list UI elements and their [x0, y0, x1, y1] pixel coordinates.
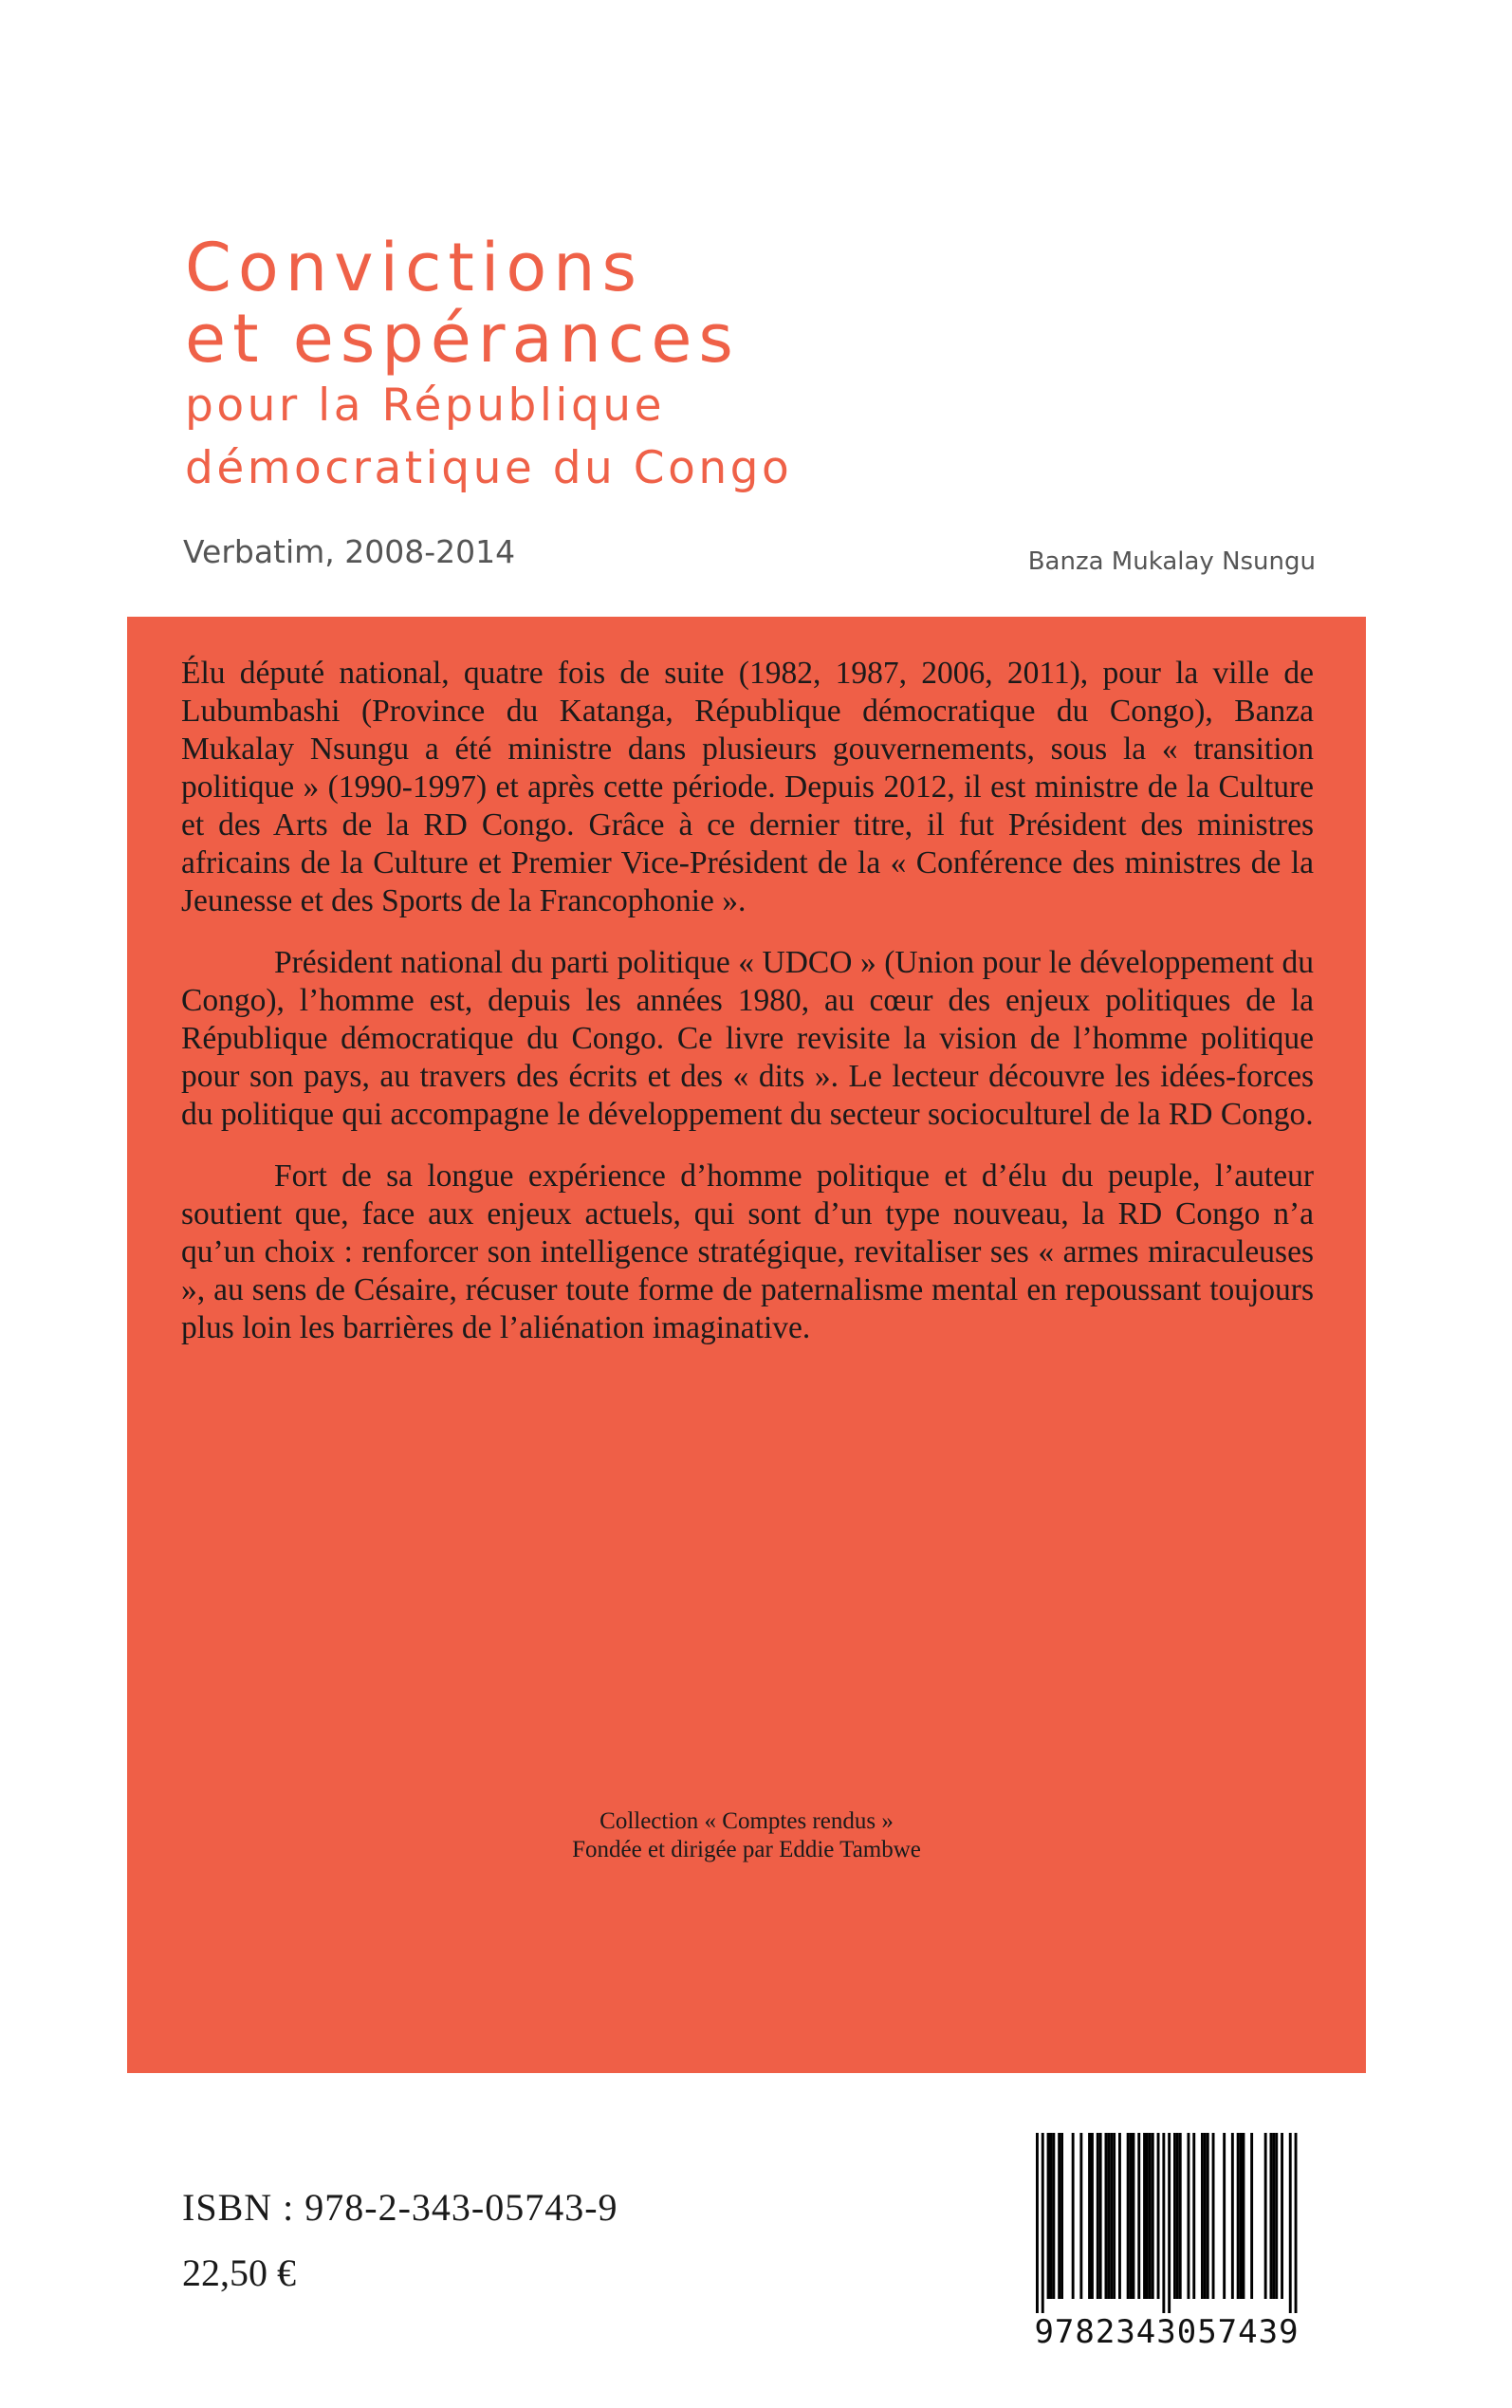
barcode-bar — [1295, 2133, 1298, 2313]
barcode-bar — [1223, 2133, 1226, 2299]
barcode-bar — [1275, 2133, 1278, 2299]
barcode-bar — [1188, 2133, 1190, 2299]
barcode-bar — [1099, 2133, 1102, 2299]
title-line-1: Convictions — [185, 229, 643, 306]
title-line-3: pour la République — [185, 380, 666, 432]
collection-name: Collection « Comptes rendus » — [599, 1808, 894, 1834]
author-name: Banza Mukalay Nsungu — [1027, 547, 1316, 576]
barcode-bar — [1110, 2133, 1113, 2299]
barcode-bar — [1250, 2133, 1253, 2299]
subtitle: Verbatim, 2008-2014 — [183, 533, 516, 570]
summary-panel — [127, 617, 1366, 2073]
barcode-bar — [1113, 2133, 1116, 2299]
barcode-bar — [1137, 2133, 1140, 2299]
barcode-bar — [1168, 2133, 1171, 2313]
barcode-number: 9782343057439 — [1034, 2313, 1300, 2351]
barcode-bar — [1052, 2133, 1055, 2299]
barcode-bar — [1212, 2133, 1215, 2299]
barcode — [1017, 2131, 1317, 2359]
barcode-bar — [1133, 2133, 1135, 2299]
collection-editor: Fondée et dirigée par Eddie Tambwe — [572, 1837, 921, 1862]
barcode-bar — [1162, 2133, 1165, 2313]
barcode-bar — [1130, 2133, 1133, 2299]
barcode-bar — [1105, 2133, 1108, 2299]
barcode-bar — [1179, 2133, 1182, 2299]
barcode-bar — [1079, 2133, 1082, 2299]
barcode-bar — [1050, 2133, 1053, 2299]
back-cover-text — [181, 655, 1314, 1371]
barcode-bars — [1030, 2133, 1303, 2313]
paragraph-2: Président national du parti politique « UDCO » (Union pour le développement du Congo), l’homme est, depuis les années 1980, au cœur des enjeux politiques de la République démocratique du Congo. Ce livre revisite la vision de l’homme politique pour son pays, au travers des écrits et des « dits ». Le lecteur découvre les idées-forces du politique qui accompagne le développement du secteur socioculturel de la RD Congo. — [181, 945, 1314, 1132]
barcode-bar — [1058, 2133, 1060, 2299]
book-title — [185, 229, 793, 500]
barcode-bar — [1042, 2133, 1044, 2313]
barcode-bar — [1157, 2133, 1160, 2299]
barcode-bar — [1146, 2133, 1149, 2299]
price: 22,50 € — [182, 2251, 296, 2294]
paragraph-3: Fort de sa longue expérience d’homme politique et d’élu du peuple, l’auteur soutient que, face aux enjeux actuels, qui sont d’un type nouveau, la RD Congo n’a qu’un choix : renforcer son intelligence stratégique, revitaliser ses « armes miraculeuses », au sens de Césaire, récuser toute forme de paternalisme mental en repoussant toujours plus loin les barrières de l’aliénation imaginative. — [181, 1158, 1314, 1345]
barcode-bar — [1127, 2133, 1130, 2299]
barcode-bar — [1072, 2133, 1075, 2299]
barcode-bar — [1240, 2133, 1243, 2299]
barcode-bar — [1272, 2133, 1275, 2299]
barcode-bar — [1201, 2133, 1204, 2299]
barcode-bar — [1107, 2133, 1110, 2299]
barcode-bar — [1176, 2133, 1179, 2299]
barcode-bar — [1060, 2133, 1063, 2299]
barcode-bar — [1207, 2133, 1209, 2299]
barcode-bar — [1192, 2133, 1195, 2299]
barcode-bar — [1237, 2133, 1240, 2299]
barcode-bar — [1289, 2133, 1292, 2313]
barcode-bar — [1143, 2133, 1146, 2299]
barcode-bar — [1152, 2133, 1154, 2299]
barcode-bar — [1149, 2133, 1152, 2299]
barcode-bar — [1097, 2133, 1099, 2299]
barcode-bar — [1204, 2133, 1207, 2299]
barcode-bar — [1231, 2133, 1234, 2299]
barcode-bar — [1036, 2133, 1039, 2313]
barcode-bar — [1091, 2133, 1094, 2299]
collection-info — [127, 1807, 1366, 1864]
barcode-bar — [1173, 2133, 1176, 2299]
barcode-bar — [1118, 2133, 1121, 2299]
barcode-bar — [1281, 2133, 1283, 2299]
barcode-bar — [1264, 2133, 1267, 2299]
isbn: ISBN : 978-2-343-05743-9 — [182, 2186, 618, 2229]
barcode-bar — [1243, 2133, 1245, 2299]
barcode-bar — [1270, 2133, 1273, 2299]
title-line-2: et espérances — [185, 300, 740, 378]
title-line-4: démocratique du Congo — [185, 442, 793, 494]
barcode-bar — [1088, 2133, 1091, 2299]
barcode-bar — [1047, 2133, 1050, 2299]
paragraph-1: Élu député national, quatre fois de suite (1982, 1987, 2006, 2011), pour la ville de Lubumbashi (Province du Katanga, République démocratique du Congo), Banza Mukalay Nsungu a été ministre dans plusieurs gouvernements, sous la « transition politique » (1990-1997) et après cette période. Depuis 2012, il est ministre de la Culture et des Arts de la RD Congo. Grâce à ce dernier titre, il fut Président des ministres africains de la Culture et Premier Vice-Président de la « Conférence des ministres de la Jeunesse et des Sports de la Francophonie ». — [181, 656, 1314, 918]
